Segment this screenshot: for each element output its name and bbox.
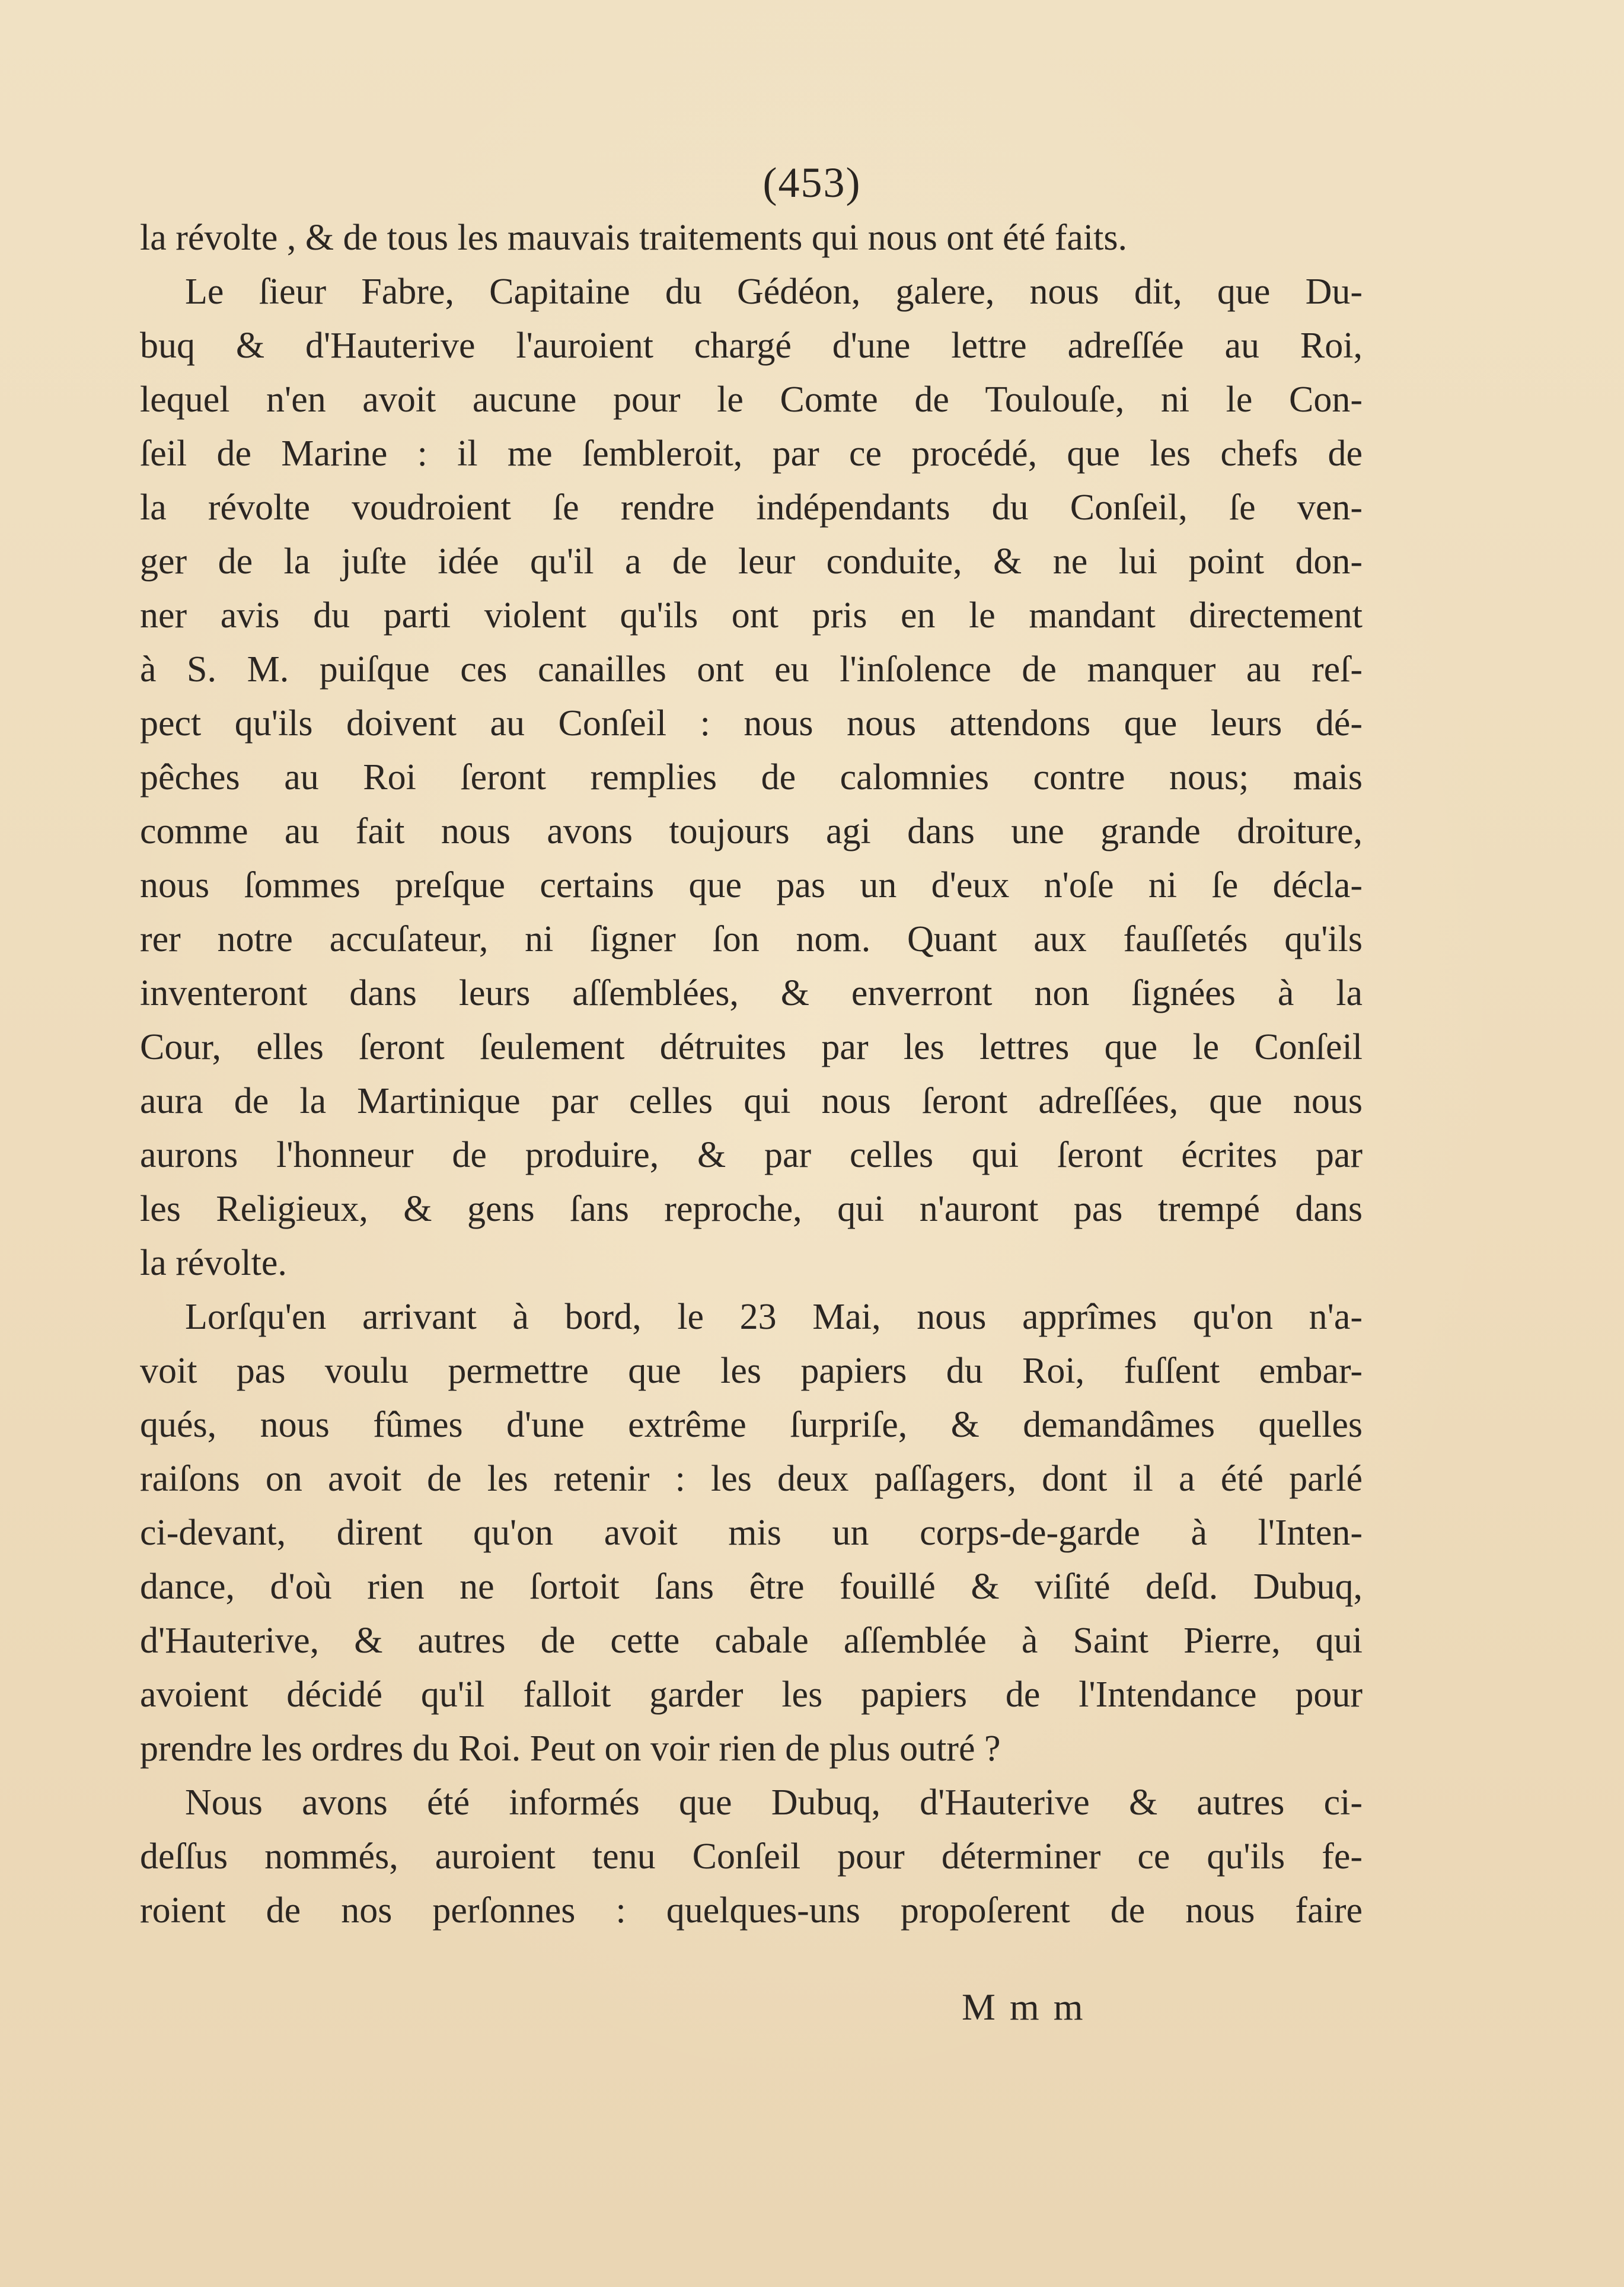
text-line: pect qu'ils doivent au Conſeil : nous nous attendons que leurs dé-	[140, 703, 1363, 744]
text-line: ci-devant, dirent qu'on avoit mis un corps-de-garde à l'Inten-	[140, 1513, 1363, 1553]
text-line: deſſus nommés, auroient tenu Conſeil pour déterminer ce qu'ils fe-	[140, 1836, 1363, 1877]
text-line: qués, nous fûmes d'une extrême ſurpriſe, & demandâmes quelles	[140, 1405, 1363, 1445]
text-line: la révolte.	[140, 1243, 287, 1283]
body-text	[140, 211, 1363, 1938]
text-line: voit pas voulu permettre que les papiers du Roi, fuſſent embar-	[140, 1351, 1363, 1391]
text-line: les Religieux, & gens ſans reproche, qui n'auront pas trempé dans	[140, 1189, 1363, 1229]
text-line: Cour, elles ſeront ſeulement détruites par les lettres que le Conſeil	[140, 1027, 1363, 1067]
text-line: aurons l'honneur de produire, & par celles qui ſeront écrites par	[140, 1135, 1363, 1175]
text-line: comme au fait nous avons toujours agi dans une grande droiture,	[140, 811, 1363, 851]
text-line: la révolte , & de tous les mauvais traitements qui nous ont été faits.	[140, 218, 1128, 258]
text-line: ger de la juſte idée qu'il a de leur conduite, & ne lui point don-	[140, 541, 1363, 582]
text-line: dance, d'où rien ne ſortoit ſans être fouillé & viſité deſd. Dubuq,	[140, 1567, 1363, 1607]
text-line: inventeront dans leurs aſſemblées, & enverront non ſignées à la	[140, 973, 1363, 1013]
text-line: Lorſqu'en arrivant à bord, le 23 Mai, nous apprîmes qu'on n'a-	[185, 1297, 1363, 1337]
text-line: prendre les ordres du Roi. Peut on voir rien de plus outré ?	[140, 1728, 1001, 1769]
page-number: (453)	[762, 159, 862, 206]
signature-mark: M m m	[962, 1986, 1086, 2028]
text-line: d'Hauterive, & autres de cette cabale aſſemblée à Saint Pierre, qui	[140, 1621, 1363, 1661]
text-line: lequel n'en avoit aucune pour le Comte de Toulouſe, ni le Con-	[140, 379, 1363, 420]
text-line: ſeil de Marine : il me ſembleroit, par ce procédé, que les chefs de	[140, 433, 1363, 474]
text-line: rer notre accuſateur, ni ſigner ſon nom. Quant aux fauſſetés qu'ils	[140, 919, 1363, 959]
text-line: ner avis du parti violent qu'ils ont pris en le mandant directement	[140, 595, 1363, 636]
text-line: aura de la Martinique par celles qui nous ſeront adreſſées, que nous	[140, 1081, 1363, 1121]
text-line: à S. M. puiſque ces canailles ont eu l'inſolence de manquer au reſ-	[140, 649, 1363, 690]
text-line: Le ſieur Fabre, Capitaine du Gédéon, galere, nous dit, que Du-	[185, 272, 1363, 312]
text-line: avoient décidé qu'il falloit garder les papiers de l'Intendance pour	[140, 1674, 1363, 1715]
text-line: Nous avons été informés que Dubuq, d'Hauterive & autres ci-	[185, 1782, 1363, 1823]
text-line: buq & d'Hauterive l'auroient chargé d'une lettre adreſſée au Roi,	[140, 326, 1363, 366]
text-line: raiſons on avoit de les retenir : les deux paſſagers, dont il a été parlé	[140, 1459, 1363, 1499]
text-line: roient de nos perſonnes : quelques-uns propoſerent de nous faire	[140, 1890, 1363, 1931]
text-line: nous ſommes preſque certains que pas un d'eux n'oſe ni ſe décla-	[140, 865, 1363, 905]
text-line: pêches au Roi ſeront remplies de calomnies contre nous; mais	[140, 757, 1363, 798]
text-line: la révolte voudroient ſe rendre indépendants du Conſeil, ſe ven-	[140, 487, 1363, 528]
